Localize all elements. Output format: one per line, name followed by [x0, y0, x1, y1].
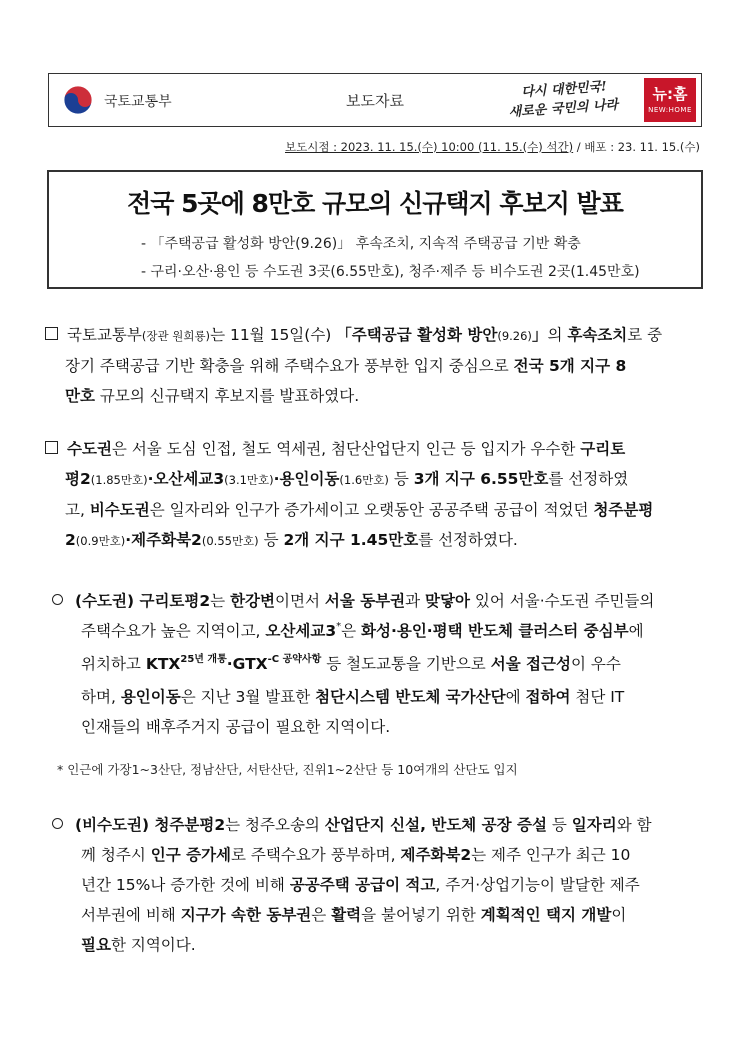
p4-line-1	[52, 810, 704, 840]
slogan-line-1: 다시 대한민국!	[520, 79, 608, 101]
square-bullet-icon	[45, 327, 58, 340]
text: 제주화북2	[400, 846, 472, 864]
text: (수도권) 구리토평2	[75, 592, 211, 610]
text: 계획적인 택지 개발	[480, 906, 612, 924]
circle-bullet-icon	[52, 818, 63, 829]
text: 등	[546, 816, 572, 834]
text: 는 제주 인구가 최근 10	[471, 846, 631, 864]
page-title: 전국 5곳에 8만호 규모의 신규택지 후보지 발표	[127, 189, 623, 218]
text: 은 지난 3월 발표한	[180, 688, 316, 706]
p3-line-5: 인재들의 배후주거지 공급이 필요한 지역이다.	[81, 718, 391, 736]
text: 을 불어넣기 위한	[361, 906, 481, 924]
text: 고,	[65, 501, 90, 519]
paragraph-2	[45, 434, 703, 556]
superscript: -C 공약사항	[267, 654, 322, 665]
text: 산업단지 신설, 반도체 공장 증설	[324, 816, 547, 834]
text: (0.55만호)	[201, 534, 259, 548]
text: 과	[405, 592, 426, 610]
text: (1.6만호)	[339, 473, 389, 487]
text: 서부권에 비해	[81, 906, 181, 924]
text: 첨단시스템 반도체 국가산단	[315, 688, 506, 706]
slogan	[503, 74, 636, 127]
text: 에	[505, 688, 526, 706]
text: 등	[258, 531, 284, 549]
superscript: 25년 개통	[180, 654, 227, 665]
p3-line-2	[52, 616, 704, 649]
p3-line-1	[52, 586, 704, 616]
text: 주택수요가 높은 지역이고,	[81, 622, 266, 640]
slogan-line-2: 새로운 국민의 나라	[508, 97, 619, 121]
p1-line-1	[45, 320, 703, 351]
text: 국토교통부	[67, 326, 142, 344]
paragraph-4	[52, 810, 704, 960]
text: 의	[547, 326, 568, 344]
text: 용인이동	[120, 688, 181, 706]
text: 은	[311, 906, 332, 924]
text: 장기 주택공급 기반 확충을 위해 주택수요가 풍부한 입지 중심으로	[65, 357, 514, 375]
text: 있어 서울·수도권 주민들의	[469, 592, 655, 610]
text: (0.9만호)	[75, 534, 126, 548]
p2-line-1	[45, 434, 703, 464]
text: 한강변	[230, 592, 275, 610]
text: 하며,	[81, 688, 121, 706]
p3-line-3	[52, 649, 704, 682]
footnote: * 인근에 가장1~3산단, 정남산단, 서탄산단, 진위1~2산단 등 10여개의 산단도 입지	[57, 762, 518, 777]
ministry-name: 국토교통부	[104, 94, 172, 110]
text: 공공주택 공급이 적고	[289, 876, 436, 894]
p4-line-4	[52, 900, 704, 930]
text: 를 선정하였다.	[418, 531, 518, 549]
p2-line-2	[45, 464, 703, 495]
header-box	[48, 73, 702, 127]
distribution-date: / 배포 : 23. 11. 15.(수)	[573, 140, 700, 154]
text: 를 선정하였	[548, 470, 629, 488]
text: 전국 5개 지구 8	[513, 357, 627, 375]
text: 평2	[65, 470, 91, 488]
square-bullet-icon	[45, 441, 58, 454]
text: 이 우수	[570, 655, 621, 673]
new-home-logo	[644, 78, 696, 122]
text: 서울 동부권	[324, 592, 406, 610]
text: 지구가 속한 동부권	[180, 906, 312, 924]
p4-line-5	[52, 930, 704, 960]
text: 청주분평	[593, 501, 654, 519]
text: ·GTX	[226, 655, 268, 673]
text: (9.26)	[497, 329, 532, 343]
text: 2개 지구 1.45만호	[283, 531, 419, 549]
text: 후속조치	[567, 326, 628, 344]
text: (장관 원희룡)	[141, 329, 211, 343]
text: 규모의 신규택지 후보지를 발표하였다.	[94, 387, 360, 405]
text: 필요	[81, 936, 111, 954]
p3-line-4	[52, 682, 704, 712]
text: 2	[65, 531, 76, 549]
text: (3.1만호)	[224, 473, 274, 487]
text: (1.85만호)	[90, 473, 148, 487]
text: 등	[388, 470, 414, 488]
p1-line-3	[45, 381, 703, 411]
text: 로 주택수요가 풍부하며,	[231, 846, 401, 864]
text: 에	[628, 622, 644, 640]
document-type: 보도자료	[346, 92, 404, 110]
paragraph-3	[52, 586, 704, 742]
p1-line-2	[45, 351, 703, 381]
paragraph-1	[45, 320, 703, 411]
title-box	[47, 170, 703, 289]
text: 께 청주시	[81, 846, 151, 864]
text: 」	[531, 326, 548, 344]
text: 와 함	[616, 816, 652, 834]
text: 일자리	[571, 816, 617, 834]
text: 년간 15%나 증가한 것에 비해	[81, 876, 290, 894]
text: 는	[210, 592, 231, 610]
release-time: 보도시점 : 2023. 11. 15.(수) 10:00 (11. 15.(수) 석간)	[285, 140, 574, 154]
release-info	[285, 139, 700, 155]
text: 첨단 IT	[570, 688, 625, 706]
text: 한 지역이다.	[110, 936, 196, 954]
text: 는 11월 15일(수)	[210, 326, 337, 344]
text: (비수도권) 청주분평2	[75, 816, 226, 834]
text: 오산세교3	[265, 622, 337, 640]
text: 서울 접근성	[490, 655, 571, 673]
text: 은 일자리와 인구가 증가세이고 오랫동안 공공주택 공급이 적었던	[149, 501, 594, 519]
text: 인구 증가세	[150, 846, 232, 864]
p4-line-3	[52, 870, 704, 900]
text: 수도권	[67, 440, 112, 458]
text: 맞닿아	[425, 592, 470, 610]
text: ·용인이동	[273, 470, 340, 488]
text: 만호	[65, 387, 95, 405]
p2-line-4	[45, 525, 703, 556]
subtitle-1: - 「주택공급 활성화 방안(9.26)」 후속조치, 지속적 주택공급 기반 확충	[141, 236, 581, 252]
text: KTX	[145, 655, 181, 673]
text: 「주택공급 활성화 방안	[336, 326, 498, 344]
circle-bullet-icon	[52, 594, 63, 605]
text: 3개 지구 6.55만호	[413, 470, 549, 488]
text: 등 철도교통을 기반으로	[321, 655, 491, 673]
text: 로 중	[627, 326, 663, 344]
subtitle-2: - 구리·오산·용인 등 수도권 3곳(6.55만호), 청주·제주 등 비수도권 2곳(1.45만호)	[141, 264, 640, 280]
text: 구리토	[580, 440, 626, 458]
p4-line-2	[52, 840, 704, 870]
text: 위치하고	[81, 655, 146, 673]
text: 이	[611, 906, 627, 924]
text: 접하여	[525, 688, 571, 706]
text: ·제주화북2	[125, 531, 202, 549]
text: 이면서	[275, 592, 325, 610]
p2-line-3	[45, 495, 703, 525]
text: ·오산세교3	[147, 470, 225, 488]
footnote-marker: *	[336, 621, 342, 632]
text: 활력	[331, 906, 362, 924]
text: 는 청주오송의	[225, 816, 325, 834]
text: , 주거·상업기능이 발달한 제주	[435, 876, 640, 894]
text: 은	[341, 622, 362, 640]
logo-sub-text: NEW:HOME	[648, 106, 692, 114]
text: 은 서울 도심 인접, 철도 역세권, 첨단산업단지 인근 등 입지가 우수한	[111, 440, 581, 458]
text: 화성·용인·평택 반도체 클러스터 중심부	[361, 622, 629, 640]
text: 비수도권	[89, 501, 150, 519]
logo-main-text: 뉴:홈	[652, 85, 688, 103]
